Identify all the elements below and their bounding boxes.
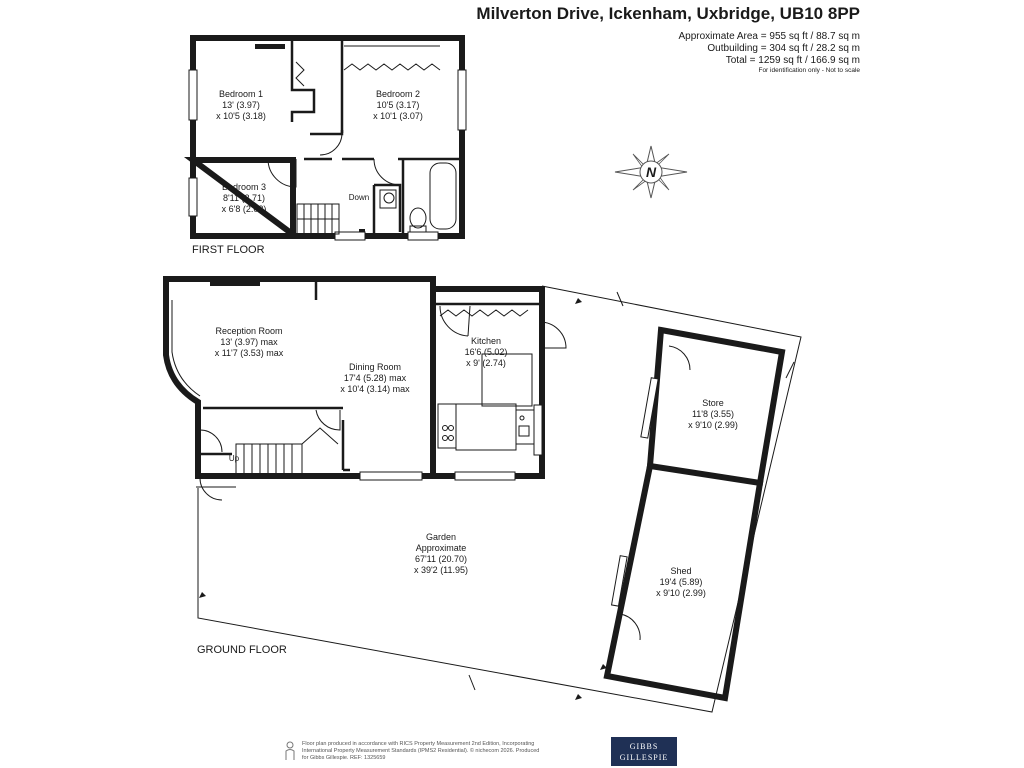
garden-dim1: 67'11 (20.70) bbox=[414, 554, 468, 564]
kitchen-name: Kitchen bbox=[470, 336, 502, 346]
svg-text:Shed19'4 (5.89)x 9'10 (2.99) bbox=[656, 566, 706, 598]
reception-dim1: 13' (3.97) max bbox=[220, 337, 278, 347]
first-floor-plan bbox=[189, 38, 466, 256]
total-area: Total = 1259 sq ft / 166.9 sq m bbox=[725, 55, 860, 66]
reception-name: Reception Room bbox=[215, 326, 283, 336]
bedroom-2-dim2: x 10'1 (3.07) bbox=[373, 111, 423, 121]
bedroom-1-dim1: 13' (3.97) bbox=[222, 100, 260, 110]
bedroom-1-dim2: x 10'5 (3.18) bbox=[216, 111, 266, 121]
footer-rics-notice: Floor plan produced in accordance with RICS Property Measurement 2nd Edition, Incorporating International Property Measurement Standards (IPMS2 Residential). © nichecom 2026. Produced for Gibbs Gillespie. REF: 1325659 bbox=[302, 741, 540, 761]
dining-name: Dining Room bbox=[348, 362, 402, 372]
store-dim1: 11'8 (3.55) bbox=[691, 409, 735, 419]
bedroom-1-name: Bedroom 1 bbox=[218, 89, 264, 99]
compass-north-label: N bbox=[645, 164, 657, 180]
ground-floor-plan bbox=[166, 279, 801, 712]
ground-floor-label: GROUND FLOOR bbox=[197, 644, 287, 656]
bedroom-3-name: Bedroom 3 bbox=[221, 182, 267, 192]
brand-line-2: GILLESPIE bbox=[619, 753, 669, 762]
reception-dim2: x 11'7 (3.53) max bbox=[214, 348, 284, 358]
bedroom-2-dim1: 10'5 (3.17) bbox=[376, 100, 420, 110]
svg-text:Dining Room17'4 (5.28) maxx 10 bbox=[340, 362, 410, 394]
bedroom-3-dim1: 8'11 (2.71) bbox=[222, 193, 266, 203]
first-floor-label: FIRST FLOOR bbox=[192, 244, 265, 256]
svg-text:Store11'8 (3.55)x 9'10 (2.99) bbox=[688, 398, 738, 430]
compass-icon bbox=[615, 146, 687, 198]
kitchen-dim1: 16'6 (5.02) bbox=[464, 347, 508, 357]
brand-line-1: GIBBS bbox=[629, 742, 659, 751]
gibbs-gillespie-logo bbox=[611, 737, 677, 766]
garden-approx: Approximate bbox=[415, 543, 467, 553]
svg-text:Bedroom 113' (3.97)x 10'5 (3.1 bbox=[216, 89, 266, 121]
garden-name: Garden bbox=[425, 532, 457, 542]
garden-dim2: x 39'2 (11.95) bbox=[413, 565, 469, 575]
store-dim2: x 9'10 (2.99) bbox=[688, 420, 738, 430]
kitchen-dim2: x 9' (2.74) bbox=[466, 358, 506, 368]
svg-text:Bedroom 38'11 (2.71)x 6'8 (2.0 bbox=[222, 182, 267, 214]
dining-dim2: x 10'4 (3.14) max bbox=[340, 384, 410, 394]
svg-text:Kitchen16'6 (5.02)x 9' (2.74) bbox=[465, 336, 508, 368]
shed-dim2: x 9'10 (2.99) bbox=[656, 588, 706, 598]
stairs-down-label: Down bbox=[348, 193, 370, 202]
outbuilding-area: Outbuilding = 304 sq ft / 28.2 sq m bbox=[707, 43, 860, 54]
shed-name: Shed bbox=[670, 566, 692, 576]
shed-dim1: 19'4 (5.89) bbox=[659, 577, 703, 587]
property-address-title: Milverton Drive, Ickenham, Uxbridge, UB10 8PP bbox=[476, 4, 860, 23]
store-name: Store bbox=[702, 398, 724, 408]
svg-text:GardenApproximate67'11 (20.70) bbox=[414, 532, 468, 575]
stairs-up-label: Up bbox=[228, 454, 240, 463]
bedroom-3-dim2: x 6'8 (2.03) bbox=[221, 204, 267, 214]
person-icon bbox=[284, 741, 296, 761]
approximate-area: Approximate Area = 955 sq ft / 88.7 sq m bbox=[678, 31, 860, 42]
stairs-ground-floor bbox=[236, 428, 338, 474]
scale-disclaimer: For identification only - Not to scale bbox=[758, 67, 860, 74]
bedroom-2-name: Bedroom 2 bbox=[375, 89, 421, 99]
svg-text:Bedroom 210'5 (3.17)x 10'1 (3. bbox=[373, 89, 423, 121]
stairs-first-floor bbox=[297, 204, 339, 234]
svg-text:Reception Room13' (3.97) maxx bbox=[215, 326, 284, 358]
dining-dim1: 17'4 (5.28) max bbox=[343, 373, 407, 383]
